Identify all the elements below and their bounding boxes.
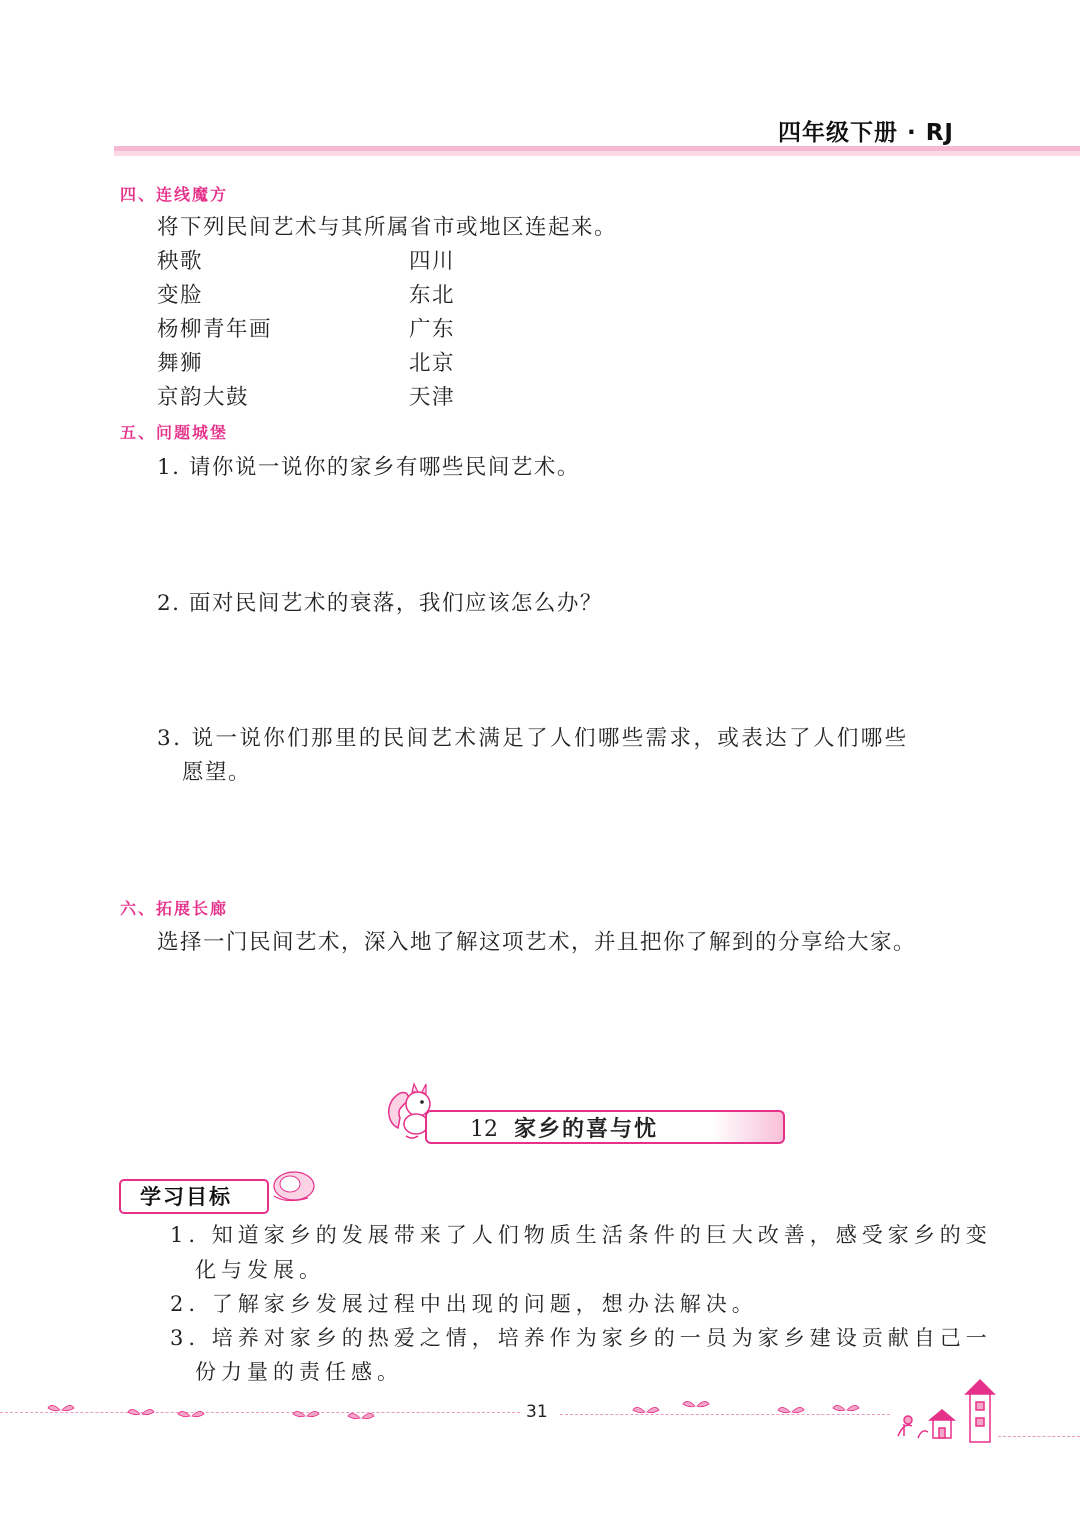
matching-right-column [409,244,529,424]
lesson-number: 12 [470,1117,498,1142]
goal-3: 3. 培养对家乡的热爱之情，培养作为家乡的一员为家乡建设贡献自己一 [170,1326,992,1350]
goal-3-continued: 份力量的责任感。 [195,1360,403,1384]
flower-decoration-icon [268,1166,320,1206]
match-left-item[interactable]: 舞狮 [157,351,204,376]
header-band [114,146,1080,156]
section-heading-questions: 五、问题城堡 [120,423,229,442]
match-left-item[interactable]: 秧歌 [157,249,204,274]
lesson-title [470,1112,658,1143]
goals-label: 学习目标 [140,1185,232,1209]
house-tower-icon [890,1376,1000,1446]
page-number: 31 [526,1402,548,1422]
match-left-item[interactable]: 变脸 [157,283,204,308]
match-left-item[interactable]: 京韵大鼓 [157,385,250,410]
leaf-sprouts-icon [40,1398,880,1422]
match-right-item[interactable]: 天津 [409,385,456,410]
question-1: 1. 请你说一说你的家乡有哪些民间艺术。 [157,455,580,480]
goal-1: 1. 知道家乡的发展带来了人们物质生活条件的巨大改善，感受家乡的变 [170,1223,992,1247]
match-right-item[interactable]: 北京 [409,351,456,376]
match-right-item[interactable]: 东北 [409,283,456,308]
question-2: 2. 面对民间艺术的衰落，我们应该怎么办？ [157,591,603,616]
extension-task: 选择一门民间艺术，深入地了解这项艺术，并且把你了解到的分享给大家。 [157,930,917,955]
goal-2: 2. 了解家乡发展过程中出现的问题，想办法解决。 [170,1292,758,1316]
footer-dashed-line [998,1436,1080,1437]
lesson-name: 家乡的喜与忧 [514,1117,659,1142]
match-right-item[interactable]: 广东 [409,317,456,342]
matching-instruction: 将下列民间艺术与其所属省市或地区连起来。 [157,215,618,240]
question-3: 3. 说一说你们那里的民间艺术满足了人们哪些需求，或表达了人们哪些 [157,726,909,751]
goal-1-continued: 化与发展。 [195,1258,325,1282]
grade-label: 四年级下册 · RJ [777,120,954,146]
question-3-continued: 愿望。 [182,760,252,785]
match-left-item[interactable]: 杨柳青年画 [157,317,273,342]
match-right-item[interactable]: 四川 [409,249,456,274]
section-heading-matching: 四、连线魔方 [120,185,229,204]
matching-left-column [157,244,337,424]
section-heading-extension: 六、拓展长廊 [120,899,229,918]
